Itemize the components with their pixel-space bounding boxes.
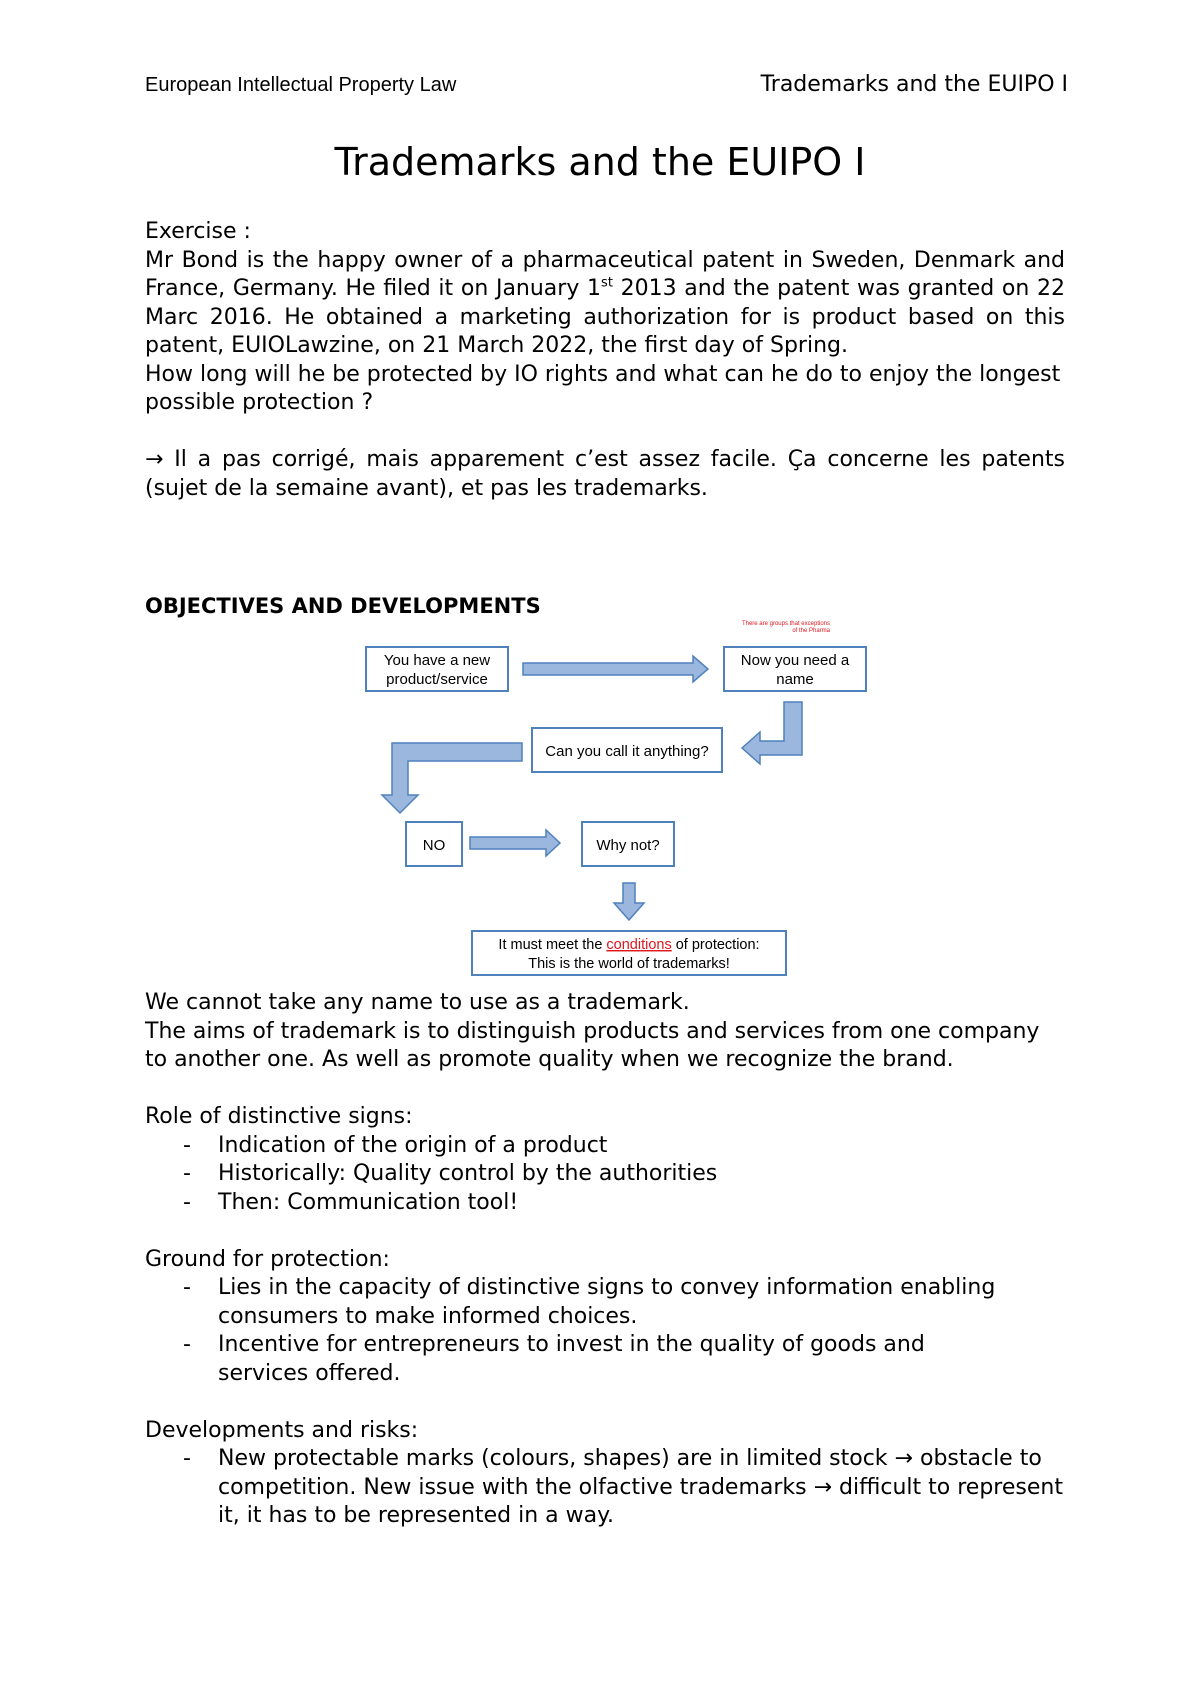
header-chapter-title: Trademarks and the EUIPO I [760, 72, 1068, 97]
right-arrow-icon: → [813, 1474, 833, 1500]
dev-item-part1: New protectable marks (colours, shapes) are in limited stock [218, 1446, 895, 1471]
paragraph-cannot-take: We cannot take any name to use as a trademark. [145, 990, 690, 1015]
box-no-label: NO [422, 837, 446, 854]
list-item [145, 1445, 1065, 1531]
exercise-text-part1: Mr Bond is the happy owner of a pharmaceutical patent in Sweden, Denmark and France, Germany. He filed it on January 1 [145, 247, 1065, 301]
list-item: - Lies in the capacity of distinctive signs to convey information enabling consumers to make informed choices. [145, 1274, 1015, 1331]
exercise-question: How long will he be protected by IO rights and what can he do to enjoy the longest possible protection ? [145, 361, 1061, 415]
list-item: - Incentive for entrepreneurs to invest in the quality of goods and services offered. [145, 1331, 1015, 1388]
dev-item-part2: obstacle to competition. New issue with the olfactive trademarks [218, 1446, 1042, 1500]
box-conditions-line1 [498, 937, 759, 953]
box-new-product-line2: product/service [386, 671, 488, 688]
paragraph-aims: The aims of trademark is to distinguish products and services from one company to another one. As well as promote quality when we recognize the brand. [145, 1018, 1040, 1072]
bent-arrow-left-icon [742, 702, 802, 764]
list-item: - Then: Communication tool! [145, 1189, 1065, 1218]
developments-heading: Developments and risks: [145, 1417, 419, 1443]
flowchart-diagram [360, 605, 880, 985]
box-why-not-label: Why not? [596, 837, 660, 854]
box-need-name-line1: Now you need a [740, 652, 850, 669]
right-arrow-icon [470, 830, 560, 856]
box-conditions-line2: This is the world of trademarks! [528, 956, 730, 972]
box-new-product-line1: You have a new [383, 652, 491, 669]
box-call-anything-label: Can you call it anything? [545, 743, 709, 760]
box-conditions-pre: It must meet the [498, 937, 607, 953]
role-list [145, 1132, 1065, 1218]
ground-list [145, 1274, 1015, 1388]
developments-list [145, 1445, 1065, 1531]
exercise-text-superscript: st [601, 275, 613, 291]
exercise-note [145, 446, 1065, 503]
role-heading: Role of distinctive signs: [145, 1104, 413, 1129]
right-arrow-icon: → [145, 447, 164, 472]
exercise-text-part2: 2013 and the patent was granted on 22 Marc 2016. He obtained a marketing authorization for is product based on this patent, EUIOLawzine, on 21 March 2022, the first day of Spring. [145, 276, 1065, 358]
page-title: Trademarks and the EUIPO I [334, 140, 866, 184]
dev-item-part3: difficult to represent it, it has to be represented in a way. [218, 1474, 1063, 1528]
list-item: - Historically: Quality control by the authorities [145, 1160, 1065, 1189]
list-item: - Indication of the origin of a product [145, 1132, 1065, 1161]
exercise-label: Exercise : [145, 219, 251, 244]
bent-arrow-down-icon [382, 743, 522, 813]
right-arrow-icon [523, 656, 708, 682]
box-conditions-keyword: conditions [606, 937, 672, 953]
corner-note-line2: of the Pharma [792, 628, 830, 634]
exercise-note-text: Il a pas corrigé, mais apparement c’est assez facile. Ça concerne les patents (sujet de la semaine avant), et pas les trademarks. [145, 447, 1065, 501]
exercise-text [145, 247, 1065, 361]
box-need-name-line2: name [776, 671, 814, 688]
corner-note-line1: There are groups that exceptions [741, 621, 830, 627]
header-course-title: European Intellectual Property Law [145, 74, 457, 96]
down-arrow-icon [614, 883, 644, 920]
section-heading: OBJECTIVES AND DEVELOPMENTS [145, 594, 541, 618]
exercise-block [145, 218, 1065, 503]
ground-heading: Ground for protection: [145, 1246, 390, 1272]
content-after-diagram [145, 989, 1065, 1531]
right-arrow-icon: → [894, 1446, 913, 1471]
box-conditions-post: of protection: [671, 937, 760, 953]
